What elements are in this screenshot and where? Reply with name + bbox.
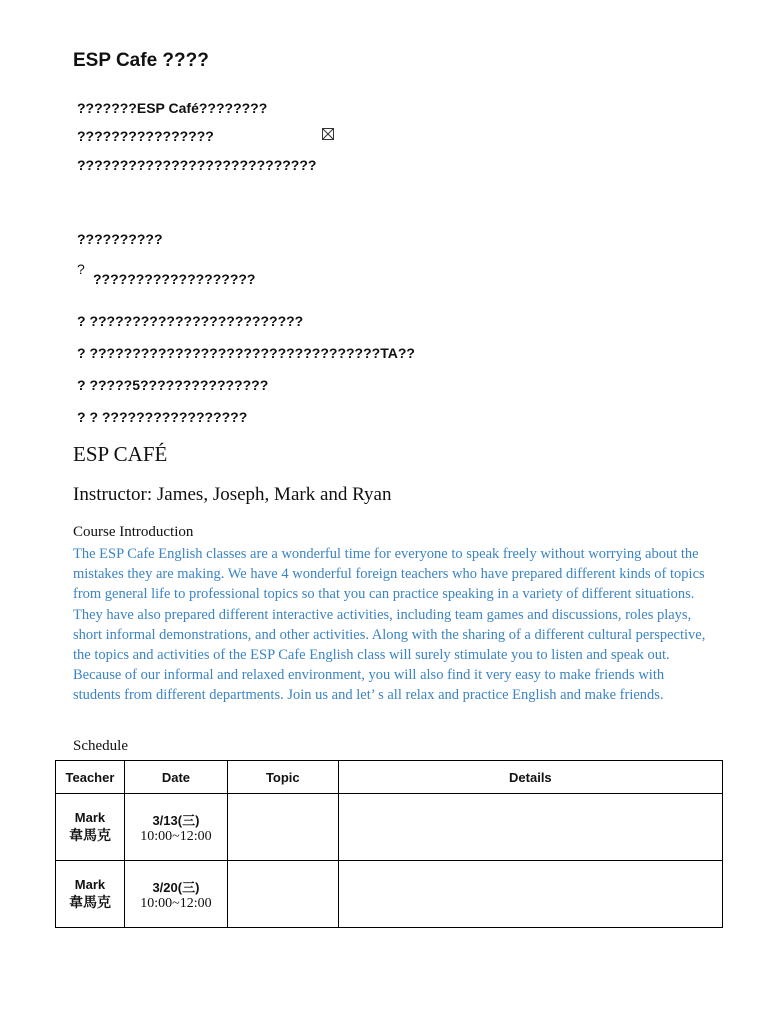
teacher-cell <box>56 794 125 861</box>
teacher-cell <box>56 861 125 928</box>
session-time: 10:00~12:00 <box>140 828 212 844</box>
intro-heading: Course Introduction <box>73 524 194 540</box>
intro-line: from general life to professional topics so that you can practice speaking in a variety of different situations. <box>73 586 695 603</box>
teacher-name: Mark <box>74 809 106 825</box>
details-cell <box>338 794 722 861</box>
teacher-name-chinese: 韋馬克 <box>68 894 111 911</box>
intro-line: Because of our informal and relaxed environment, you will also find it very easy to make friends with <box>73 667 665 684</box>
table-row <box>56 794 723 861</box>
header-line-3: ???????????????????????????? <box>77 157 317 173</box>
intro-paragraph <box>73 544 723 706</box>
schedule-table <box>55 760 723 928</box>
topic-cell <box>227 861 338 928</box>
teacher-name: Mark <box>74 876 106 892</box>
checkbox-crossed-icon <box>322 128 334 140</box>
column-header-details: Details <box>338 761 722 794</box>
instructor-line: Instructor: James, Joseph, Mark and Ryan <box>73 484 392 505</box>
list-item-4: ? ? ????????????????? <box>77 409 248 425</box>
intro-line: They have also prepared different interactive activities, including team games and discussions, roles plays, <box>73 606 692 623</box>
list-item-3: ? ?????5??????????????? <box>77 377 269 393</box>
date-cell <box>124 861 227 928</box>
header-line-1: ???????ESP Café???????? <box>77 100 268 116</box>
intro-line: The ESP Cafe English classes are a wonderful time for everyone to speak freely without worrying about the <box>73 546 699 562</box>
column-header-teacher: Teacher <box>56 761 125 794</box>
intro-line: the topics and activities of the ESP Cafe English class will surely stimulate you to listen and speak out. <box>73 647 670 664</box>
table-row <box>56 861 723 928</box>
header-line-4: ?????????? <box>77 231 163 247</box>
header-line-2: ???????????????? <box>77 128 214 144</box>
date-cell <box>124 794 227 861</box>
list-item-2: ? ??????????????????????????????????TA?? <box>77 345 415 361</box>
teacher-name-chinese: 韋馬克 <box>68 827 111 844</box>
bullet-mark: ? <box>77 261 85 277</box>
intro-line: short informal demonstrations, and other activities. Along with the sharing of a different cultural perspective, <box>73 626 706 643</box>
header-line-5: ??????????????????? <box>93 271 256 287</box>
schedule-heading: Schedule <box>73 738 128 754</box>
session-date: 3/13(三) <box>152 812 200 828</box>
page-title: ESP Cafe ???? <box>73 50 209 71</box>
list-item-1: ? ????????????????????????? <box>77 313 304 329</box>
intro-line: mistakes they are making. We have 4 wonderful foreign teachers who have prepared different kinds of topics <box>73 566 705 583</box>
course-title: ESP CAFÉ <box>73 442 168 466</box>
session-time: 10:00~12:00 <box>140 895 212 911</box>
column-header-topic: Topic <box>227 761 338 794</box>
details-cell <box>338 861 722 928</box>
column-header-date: Date <box>124 761 227 794</box>
session-date: 3/20(三) <box>152 879 200 895</box>
table-header-row <box>56 761 723 794</box>
topic-cell <box>227 794 338 861</box>
intro-line: students from different departments. Join us and let’ s all relax and practice English and make friends. <box>73 687 664 704</box>
